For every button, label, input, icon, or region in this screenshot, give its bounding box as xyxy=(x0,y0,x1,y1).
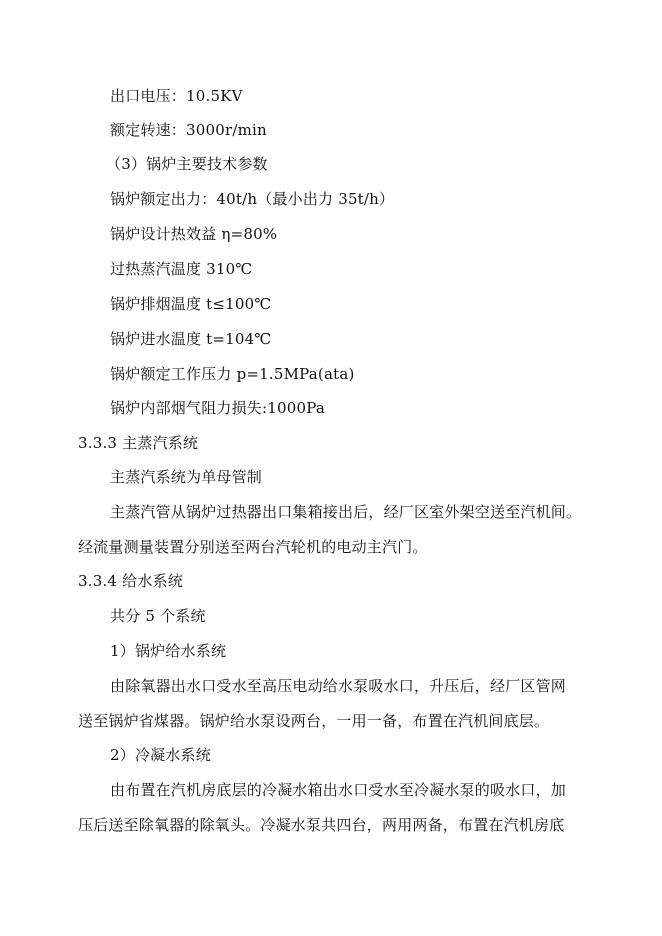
flue-gas-resistance-line: 锅炉内部烟气阻力损失:1000Pa xyxy=(110,399,325,417)
boiler-efficiency-line: 锅炉设计热效益 η=80% xyxy=(110,225,278,243)
feedwater-paragraph-line-1: 由除氧器出水口受水至高压电动给水泵吸水口，升压后，经厂区管网 xyxy=(110,677,567,695)
feedwater-paragraph-line-2: 送至锅炉省煤器。锅炉给水泵设两台，一用一备，布置在汽机间底层。 xyxy=(78,712,550,730)
section-feedwater-heading: 3.3.4 给水系统 xyxy=(78,572,183,590)
condensate-paragraph-line-1: 由布置在汽机房底层的冷凝水箱出水口受水至冷凝水泵的吸水口，加 xyxy=(110,781,567,799)
main-steam-paragraph-line-1: 主蒸汽管从锅炉过热器出口集箱接出后，经厂区室外架空送至汽机间。 xyxy=(110,503,582,521)
five-systems-line: 共分 5 个系统 xyxy=(110,607,206,625)
output-voltage-line: 出口电压：10.5KV xyxy=(110,87,243,105)
working-pressure-line: 锅炉额定工作压力 p=1.5MPa(ata) xyxy=(110,365,355,383)
rated-speed-line: 额定转速：3000r/min xyxy=(110,121,267,139)
main-steam-paragraph-line-2: 经流量测量装置分别送至两台汽轮机的电动主汽门。 xyxy=(78,538,428,556)
condensate-paragraph-line-2: 压后送至除氧器的除氧头。冷凝水泵共四台，两用两备，布置在汽机房底 xyxy=(78,816,565,834)
section-main-steam-heading: 3.3.3 主蒸汽系统 xyxy=(78,434,199,452)
feedwater-temp-line: 锅炉进水温度 t=104℃ xyxy=(110,330,272,348)
condensate-subheading: 2）冷凝水系统 xyxy=(110,746,211,764)
boiler-feedwater-subheading: 1）锅炉给水系统 xyxy=(110,642,227,660)
superheated-steam-temp-line: 过热蒸汽温度 310℃ xyxy=(110,260,253,278)
boiler-rated-output-line: 锅炉额定出力：40t/h（最小出力 35t/h） xyxy=(110,190,395,208)
boiler-params-heading: （3）锅炉主要技术参数 xyxy=(106,155,268,173)
exhaust-gas-temp-line: 锅炉排烟温度 t≤100℃ xyxy=(110,295,272,313)
main-steam-header-line: 主蒸汽系统为单母管制 xyxy=(110,468,263,486)
